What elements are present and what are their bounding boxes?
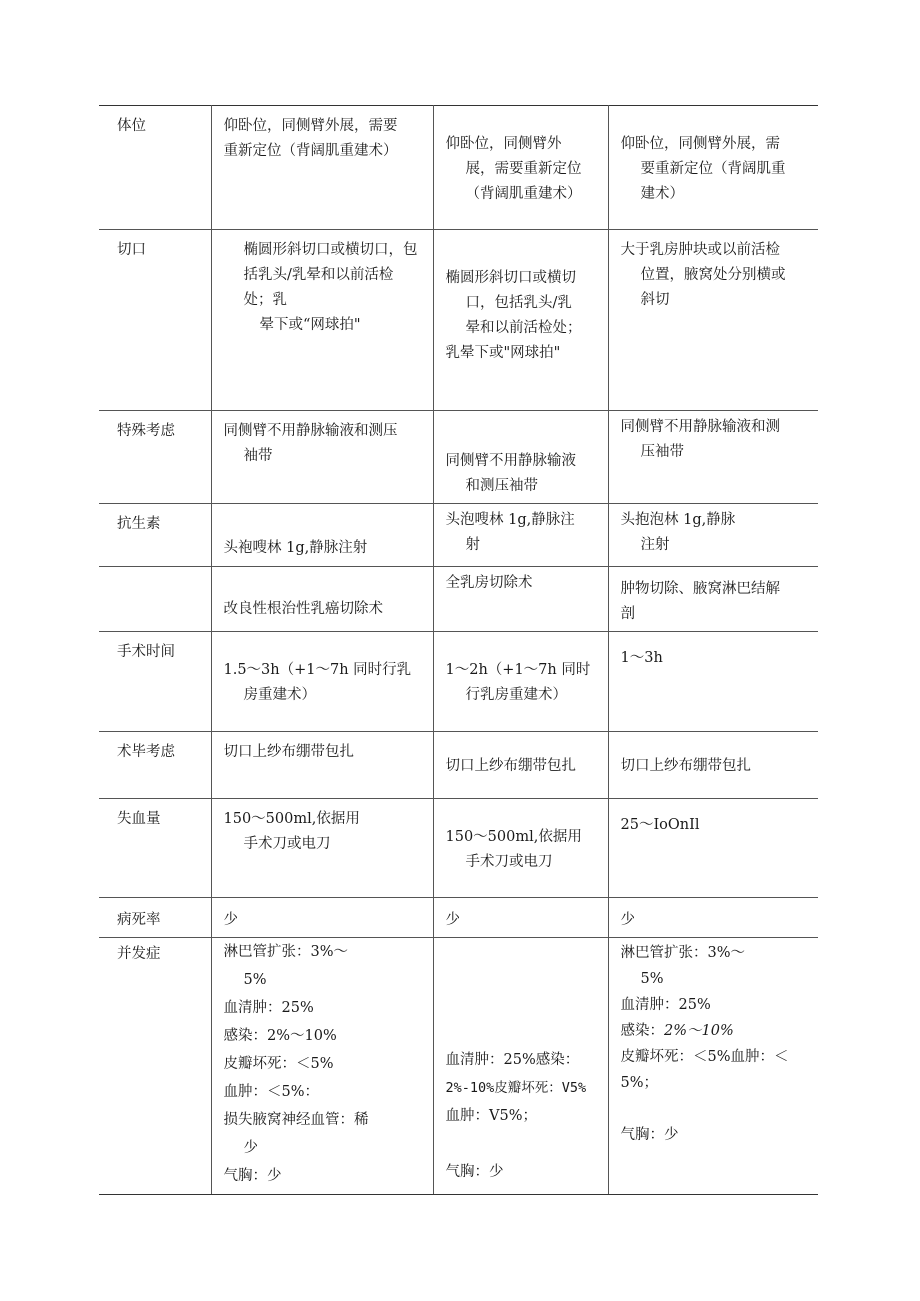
row-label: 并发症 (99, 938, 211, 1195)
cell-col1: 切口上纱布绷带包扎 (211, 732, 433, 799)
row-label: 抗生素 (99, 504, 211, 567)
row-label: 切口 (99, 230, 211, 411)
cell-col3: 1～3h (608, 632, 818, 732)
cell-col1: 同侧臂不用静脉输液和测压 袖带 (211, 411, 433, 504)
table-row-mortality (99, 898, 818, 938)
table-row-procedure (99, 567, 818, 632)
cell-col2: 切口上纱布绷带包扎 (433, 732, 608, 799)
table-row-duration (99, 632, 818, 732)
cell-col1: 150～500ml,依据用 手术刀或电刀 (211, 799, 433, 898)
table-row-complications (99, 938, 818, 1195)
row-label: 特殊考虑 (99, 411, 211, 504)
row-label: 失血量 (99, 799, 211, 898)
cell-col1: 少 (211, 898, 433, 938)
table-row-position (99, 106, 818, 230)
cell-col1: 头袍嗖林 1g,静脉注射 (211, 504, 433, 567)
row-label: 体位 (99, 106, 211, 230)
cell-col3: 淋巴管扩张：3%～ 5% 血清肿：25% 感染：2%～10% 皮瓣坏死：＜5%血肿：＜ 5%； 气胸：少 (608, 938, 818, 1195)
cell-col3: 肿物切除、腋窝淋巴结解 剖 (608, 567, 818, 632)
cell-col2: 1～2h（+1～7h 同时 行乳房重建术） (433, 632, 608, 732)
row-label: 手术时间 (99, 632, 211, 732)
cell-col3: 仰卧位，同侧臂外展，需 要重新定位（背阔肌重 建术） (608, 106, 818, 230)
cell-col3: 头抱泡林 1g,静脉 注射 (608, 504, 818, 567)
row-label: 病死率 (99, 898, 211, 938)
cell-col3: 大于乳房肿块或以前活检 位置，腋窝处分别横或 斜切 (608, 230, 818, 411)
cell-col2: 同侧臂不用静脉输液 和测压袖带 (433, 411, 608, 504)
cell-col2: 少 (433, 898, 608, 938)
table-row-incision (99, 230, 818, 411)
cell-col2: 椭圆形斜切口或横切 口，包括乳头/乳 晕和以前活检处； 乳晕下或"网球拍" (433, 230, 608, 411)
table-row-antibiotics (99, 504, 818, 567)
cell-col3: 少 (608, 898, 818, 938)
cell-col2: 仰卧位，同侧臂外 展，需要重新定位 （背阔肌重建术） (433, 106, 608, 230)
cell-col1: 1.5～3h（+1～7h 同时行乳 房重建术） (211, 632, 433, 732)
cell-col2: 头泡嗖林 1g,静脉注 射 (433, 504, 608, 567)
cell-col3: 切口上纱布绷带包扎 (608, 732, 818, 799)
cell-col3: 同侧臂不用静脉输液和测 压袖带 (608, 411, 818, 504)
table-row-blood-loss (99, 799, 818, 898)
cell-col1: 椭圆形斜切口或横切口，包 括乳头/乳晕和以前活检 处；乳 晕下或“网球拍" (211, 230, 433, 411)
row-label: 术毕考虑 (99, 732, 211, 799)
cell-col1: 仰卧位，同侧臂外展，需要 重新定位（背阔肌重建术） (211, 106, 433, 230)
row-label (99, 567, 211, 632)
cell-col1: 淋巴管扩张：3%～ 5% 血清肿：25% 感染：2%～10% 皮瓣坏死：＜5% 血肿：＜5%： 损失腋窝神经血管：稀 少 气胸：少 (211, 938, 433, 1195)
cell-col2: 血清肿：25%感染： 2%-10%皮瓣坏死：V5% 血肿：V5%； 气胸：少 (433, 938, 608, 1195)
cell-col2: 全乳房切除术 (433, 567, 608, 632)
table-row-postop (99, 732, 818, 799)
comparison-table (99, 105, 818, 1195)
cell-col2: 150～500ml,依据用 手术刀或电刀 (433, 799, 608, 898)
cell-col1: 改良性根治性乳癌切除术 (211, 567, 433, 632)
table-row-special (99, 411, 818, 504)
cell-col3: 25～IoOnIl (608, 799, 818, 898)
